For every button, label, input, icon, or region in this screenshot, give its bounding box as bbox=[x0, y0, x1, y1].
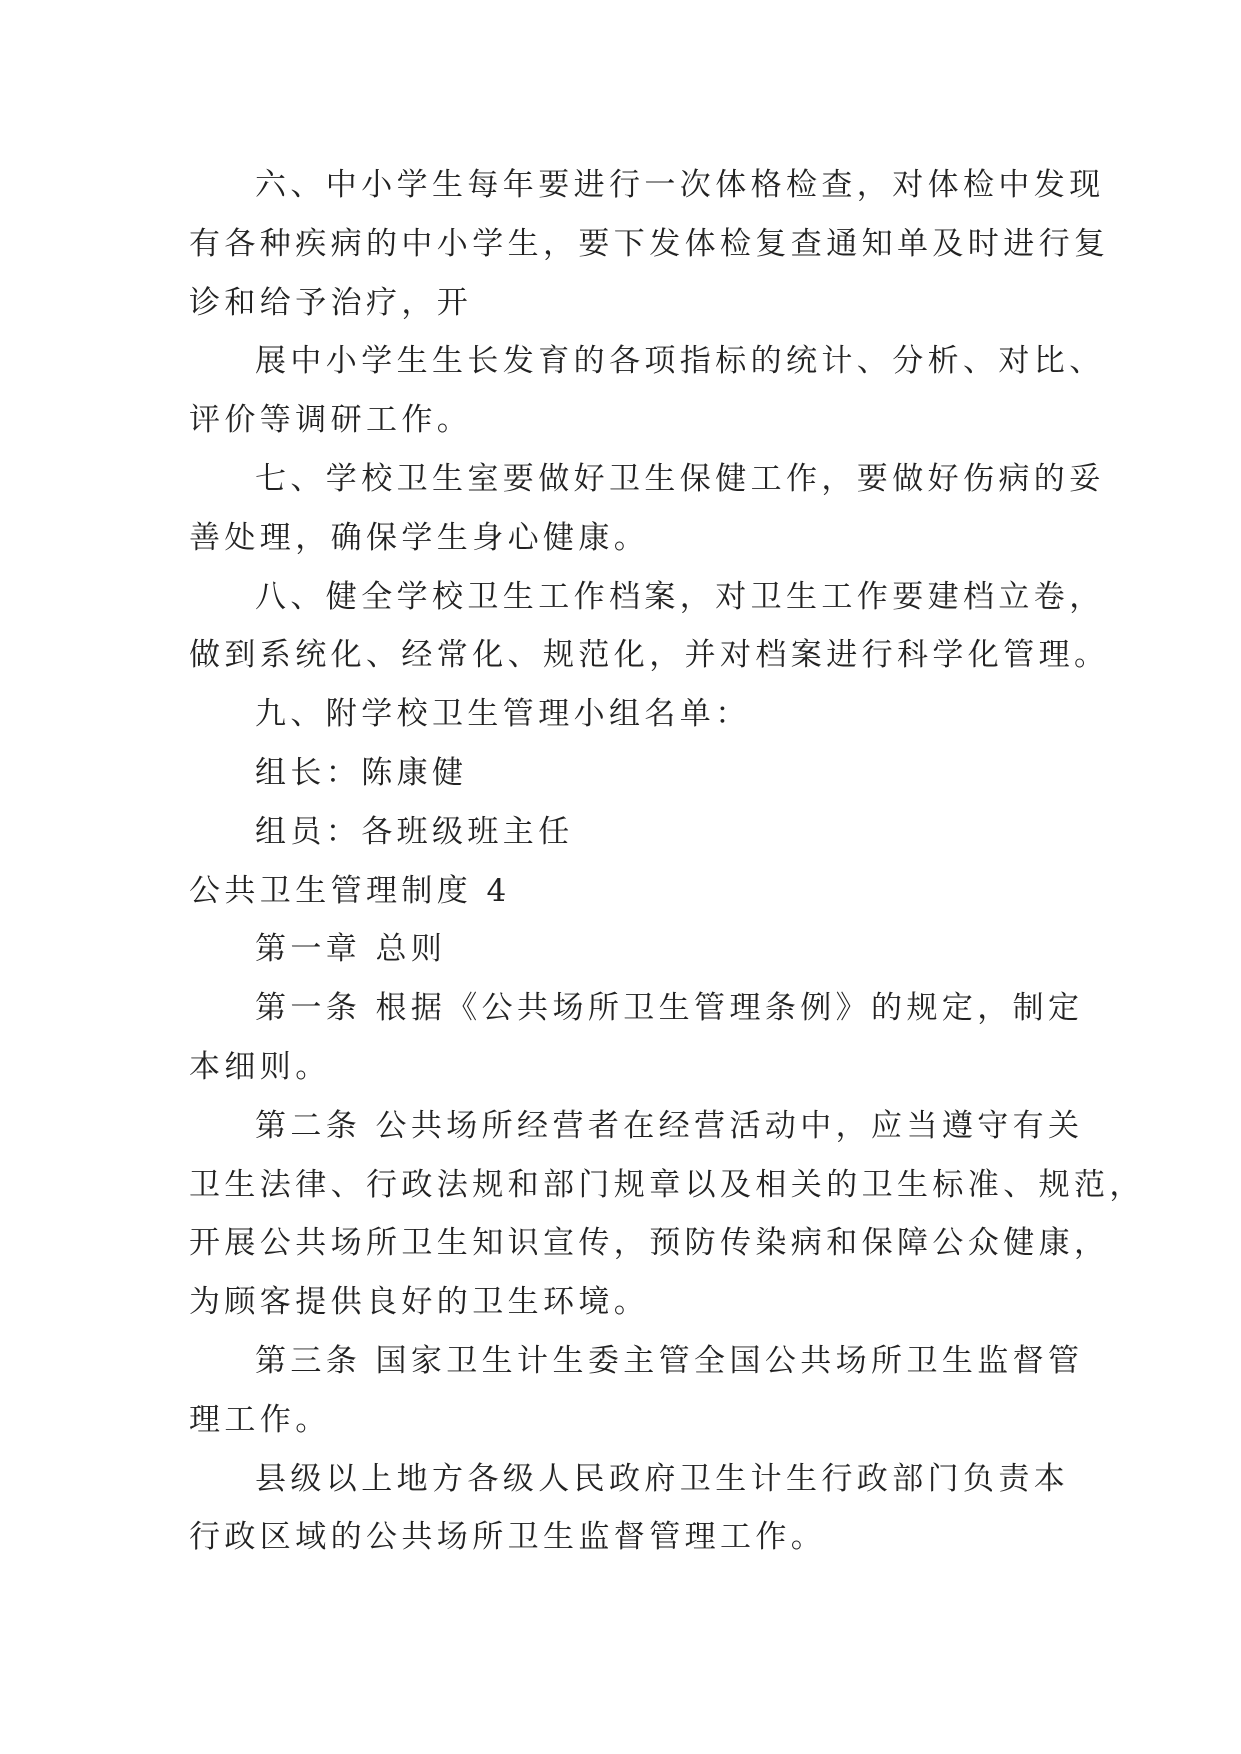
article-line: 为顾客提供良好的卫生环境。 bbox=[189, 1284, 650, 1321]
article-line: 第三条 国家卫生计生委主管全国公共场所卫生监督管 bbox=[255, 1342, 1084, 1379]
article-line: 县级以上地方各级人民政府卫生计生行政部门负责本 bbox=[255, 1460, 1070, 1497]
paragraph-line: 善处理，确保学生身心健康。 bbox=[189, 519, 650, 556]
article-line: 理工作。 bbox=[189, 1401, 331, 1438]
article-line: 卫生法律、行政法规和部门规章以及相关的卫生标准、规范， bbox=[189, 1166, 1145, 1203]
article-line: 行政区域的公共场所卫生监督管理工作。 bbox=[189, 1519, 827, 1556]
paragraph-line: 有各种疾病的中小学生，要下发体检复查通知单及时进行复 bbox=[189, 225, 1110, 262]
paragraph-line: 展中小学生生长发育的各项指标的统计、分析、对比、 bbox=[255, 343, 1105, 380]
article-line: 开展公共场所卫生知识宣传，预防传染病和保障公众健康， bbox=[189, 1225, 1110, 1262]
group-members-line: 组员：各班级班主任 bbox=[255, 813, 574, 850]
paragraph-line: 六、中小学生每年要进行一次体格检查，对体检中发现 bbox=[255, 167, 1105, 203]
paragraph-line: 评价等调研工作。 bbox=[189, 402, 473, 439]
article-line: 第一条 根据《公共场所卫生管理条例》的规定，制定 bbox=[255, 990, 1084, 1027]
group-leader-line: 组长：陈康健 bbox=[255, 754, 468, 791]
chapter-heading: 第一章 总则 bbox=[255, 931, 447, 968]
article-line: 第二条 公共场所经营者在经营活动中，应当遵守有关 bbox=[255, 1107, 1084, 1144]
paragraph-line: 九、附学校卫生管理小组名单： bbox=[255, 696, 751, 733]
paragraph-line: 七、学校卫生室要做好卫生保健工作，要做好伤病的妥 bbox=[255, 460, 1105, 497]
paragraph-line: 八、健全学校卫生工作档案，对卫生工作要建档立卷， bbox=[255, 578, 1105, 615]
document-body bbox=[189, 156, 1145, 1567]
paragraph-line: 做到系统化、经常化、规范化，并对档案进行科学化管理。 bbox=[189, 637, 1110, 674]
section-title: 公共卫生管理制度 4 bbox=[189, 872, 511, 909]
paragraph-line: 诊和给予治疗，开 bbox=[189, 284, 473, 321]
article-line: 本细则。 bbox=[189, 1048, 331, 1085]
